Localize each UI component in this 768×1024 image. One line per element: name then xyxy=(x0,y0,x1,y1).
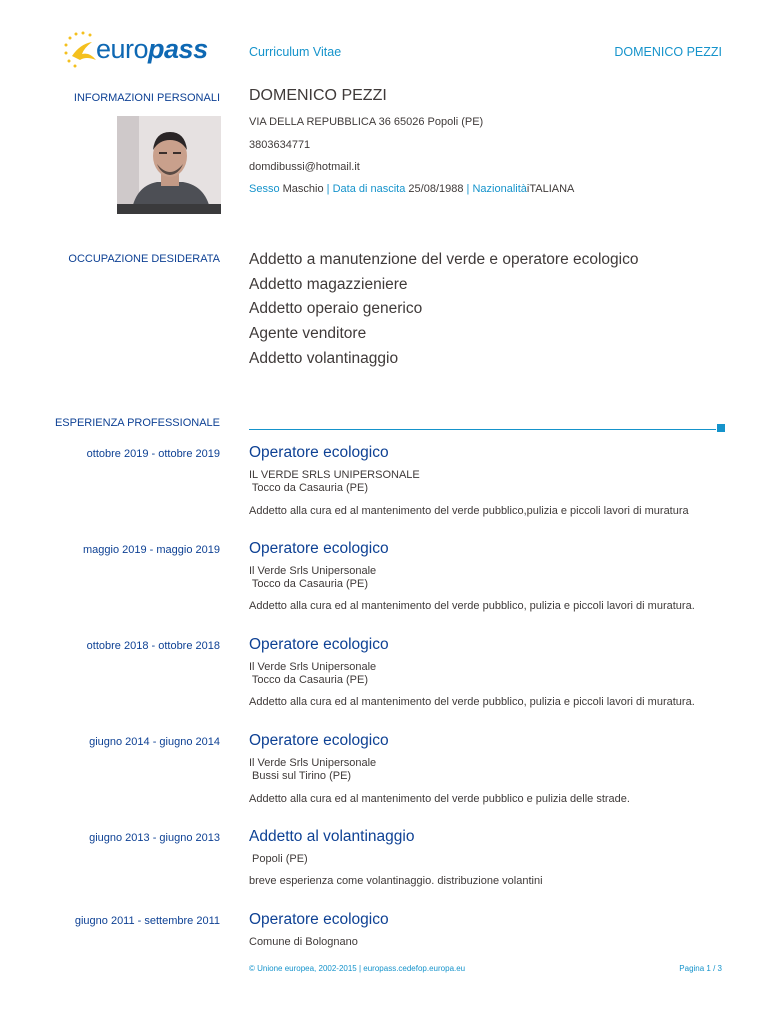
profile-photo-image xyxy=(117,116,221,214)
section-divider xyxy=(249,429,716,430)
job-dates: ottobre 2018 - ottobre 2018 xyxy=(86,640,220,652)
job-dates: giugno 2014 - giugno 2014 xyxy=(89,736,220,748)
job-dates: giugno 2013 - giugno 2013 xyxy=(89,832,220,844)
job-description: Addetto alla cura ed al mantenimento del verde pubblico, pulizia e piccoli lavori di muratura. xyxy=(249,600,695,612)
doc-title: Curriculum Vitae xyxy=(249,45,342,59)
address: VIA DELLA REPUBBLICA 36 65026 Popoli (PE) xyxy=(249,116,484,128)
job-dates: ottobre 2019 - ottobre 2019 xyxy=(86,448,220,460)
page-number: Pagina 1 / 3 xyxy=(679,964,722,973)
job-title: Operatore ecologico xyxy=(249,911,389,928)
job-title: Operatore ecologico xyxy=(249,732,389,749)
nationality-value: iTALIANA xyxy=(526,183,575,195)
job-description: breve esperienza come volantinaggio. distribuzione volantini xyxy=(249,875,543,887)
job-title: Operatore ecologico xyxy=(249,636,389,653)
section-marker xyxy=(717,424,725,432)
occupation-item: Addetto magazzieniere xyxy=(249,275,408,293)
person-name: DOMENICO PEZZI xyxy=(249,87,387,104)
personal-info-label: INFORMAZIONI PERSONALI xyxy=(73,92,220,104)
job-employer: Il Verde Srls Unipersonale xyxy=(249,661,377,673)
separator: | xyxy=(466,183,470,195)
occupation-item: Addetto operaio generico xyxy=(249,300,423,318)
occupation-item: Addetto volantinaggio xyxy=(249,349,399,367)
job-employer: Il Verde Srls Unipersonale xyxy=(249,565,377,577)
job-employer: Comune di Bolognano xyxy=(249,936,358,948)
email[interactable]: domdibussi@hotmail.it xyxy=(249,161,360,173)
profile-photo xyxy=(117,116,221,214)
occupation-label: OCCUPAZIONE DESIDERATA xyxy=(68,253,220,265)
occupation-list xyxy=(249,248,639,372)
birth-label: Data di nascita xyxy=(332,183,406,195)
job-employer: IL VERDE SRLS UNIPERSONALE xyxy=(249,469,420,481)
job-employer: Il Verde Srls Unipersonale xyxy=(249,757,377,769)
logo-prefix: euro xyxy=(96,34,149,64)
job-location: Tocco da Casauria (PE) xyxy=(249,674,369,686)
footer-copyright[interactable]: © Unione europea, 2002-2015 | europass.cedefop.europa.eu xyxy=(249,964,466,973)
logo-suffix: pass xyxy=(148,34,208,64)
job-description: Addetto alla cura ed al mantenimento del verde pubblico e pulizia delle strade. xyxy=(249,793,630,805)
job-dates: maggio 2019 - maggio 2019 xyxy=(83,544,220,556)
job-location: Bussi sul Tirino (PE) xyxy=(249,770,352,782)
nationality-label: Nazionalità xyxy=(472,183,527,195)
europass-wordmark xyxy=(96,34,208,65)
job-dates: giugno 2011 - settembre 2011 xyxy=(74,915,220,927)
job-location: Tocco da Casauria (PE) xyxy=(249,482,369,494)
personal-details-line xyxy=(249,183,729,195)
header-person-name: DOMENICO PEZZI xyxy=(614,45,722,59)
birth-value: 25/08/1988 xyxy=(408,183,464,195)
job-description: Addetto alla cura ed al mantenimento del verde pubblico, pulizia e piccoli lavori di muratura. xyxy=(249,696,695,708)
separator: | xyxy=(326,183,330,195)
sex-value: Maschio xyxy=(282,183,324,195)
job-title: Operatore ecologico xyxy=(249,444,389,461)
job-title: Addetto al volantinaggio xyxy=(249,828,415,845)
occupation-item: Agente venditore xyxy=(249,325,367,343)
experience-label: ESPERIENZA PROFESSIONALE xyxy=(54,417,220,429)
occupation-item: Addetto a manutenzione del verde e operatore ecologico xyxy=(249,251,639,268)
job-location: Popoli (PE) xyxy=(249,853,308,865)
job-description: Addetto alla cura ed al mantenimento del verde pubblico,pulizia e piccoli lavori di muratura xyxy=(249,505,689,517)
phone[interactable]: 3803634771 xyxy=(249,139,311,151)
job-location: Tocco da Casauria (PE) xyxy=(249,578,369,590)
job-title: Operatore ecologico xyxy=(249,540,389,557)
sex-label: Sesso xyxy=(249,183,280,195)
